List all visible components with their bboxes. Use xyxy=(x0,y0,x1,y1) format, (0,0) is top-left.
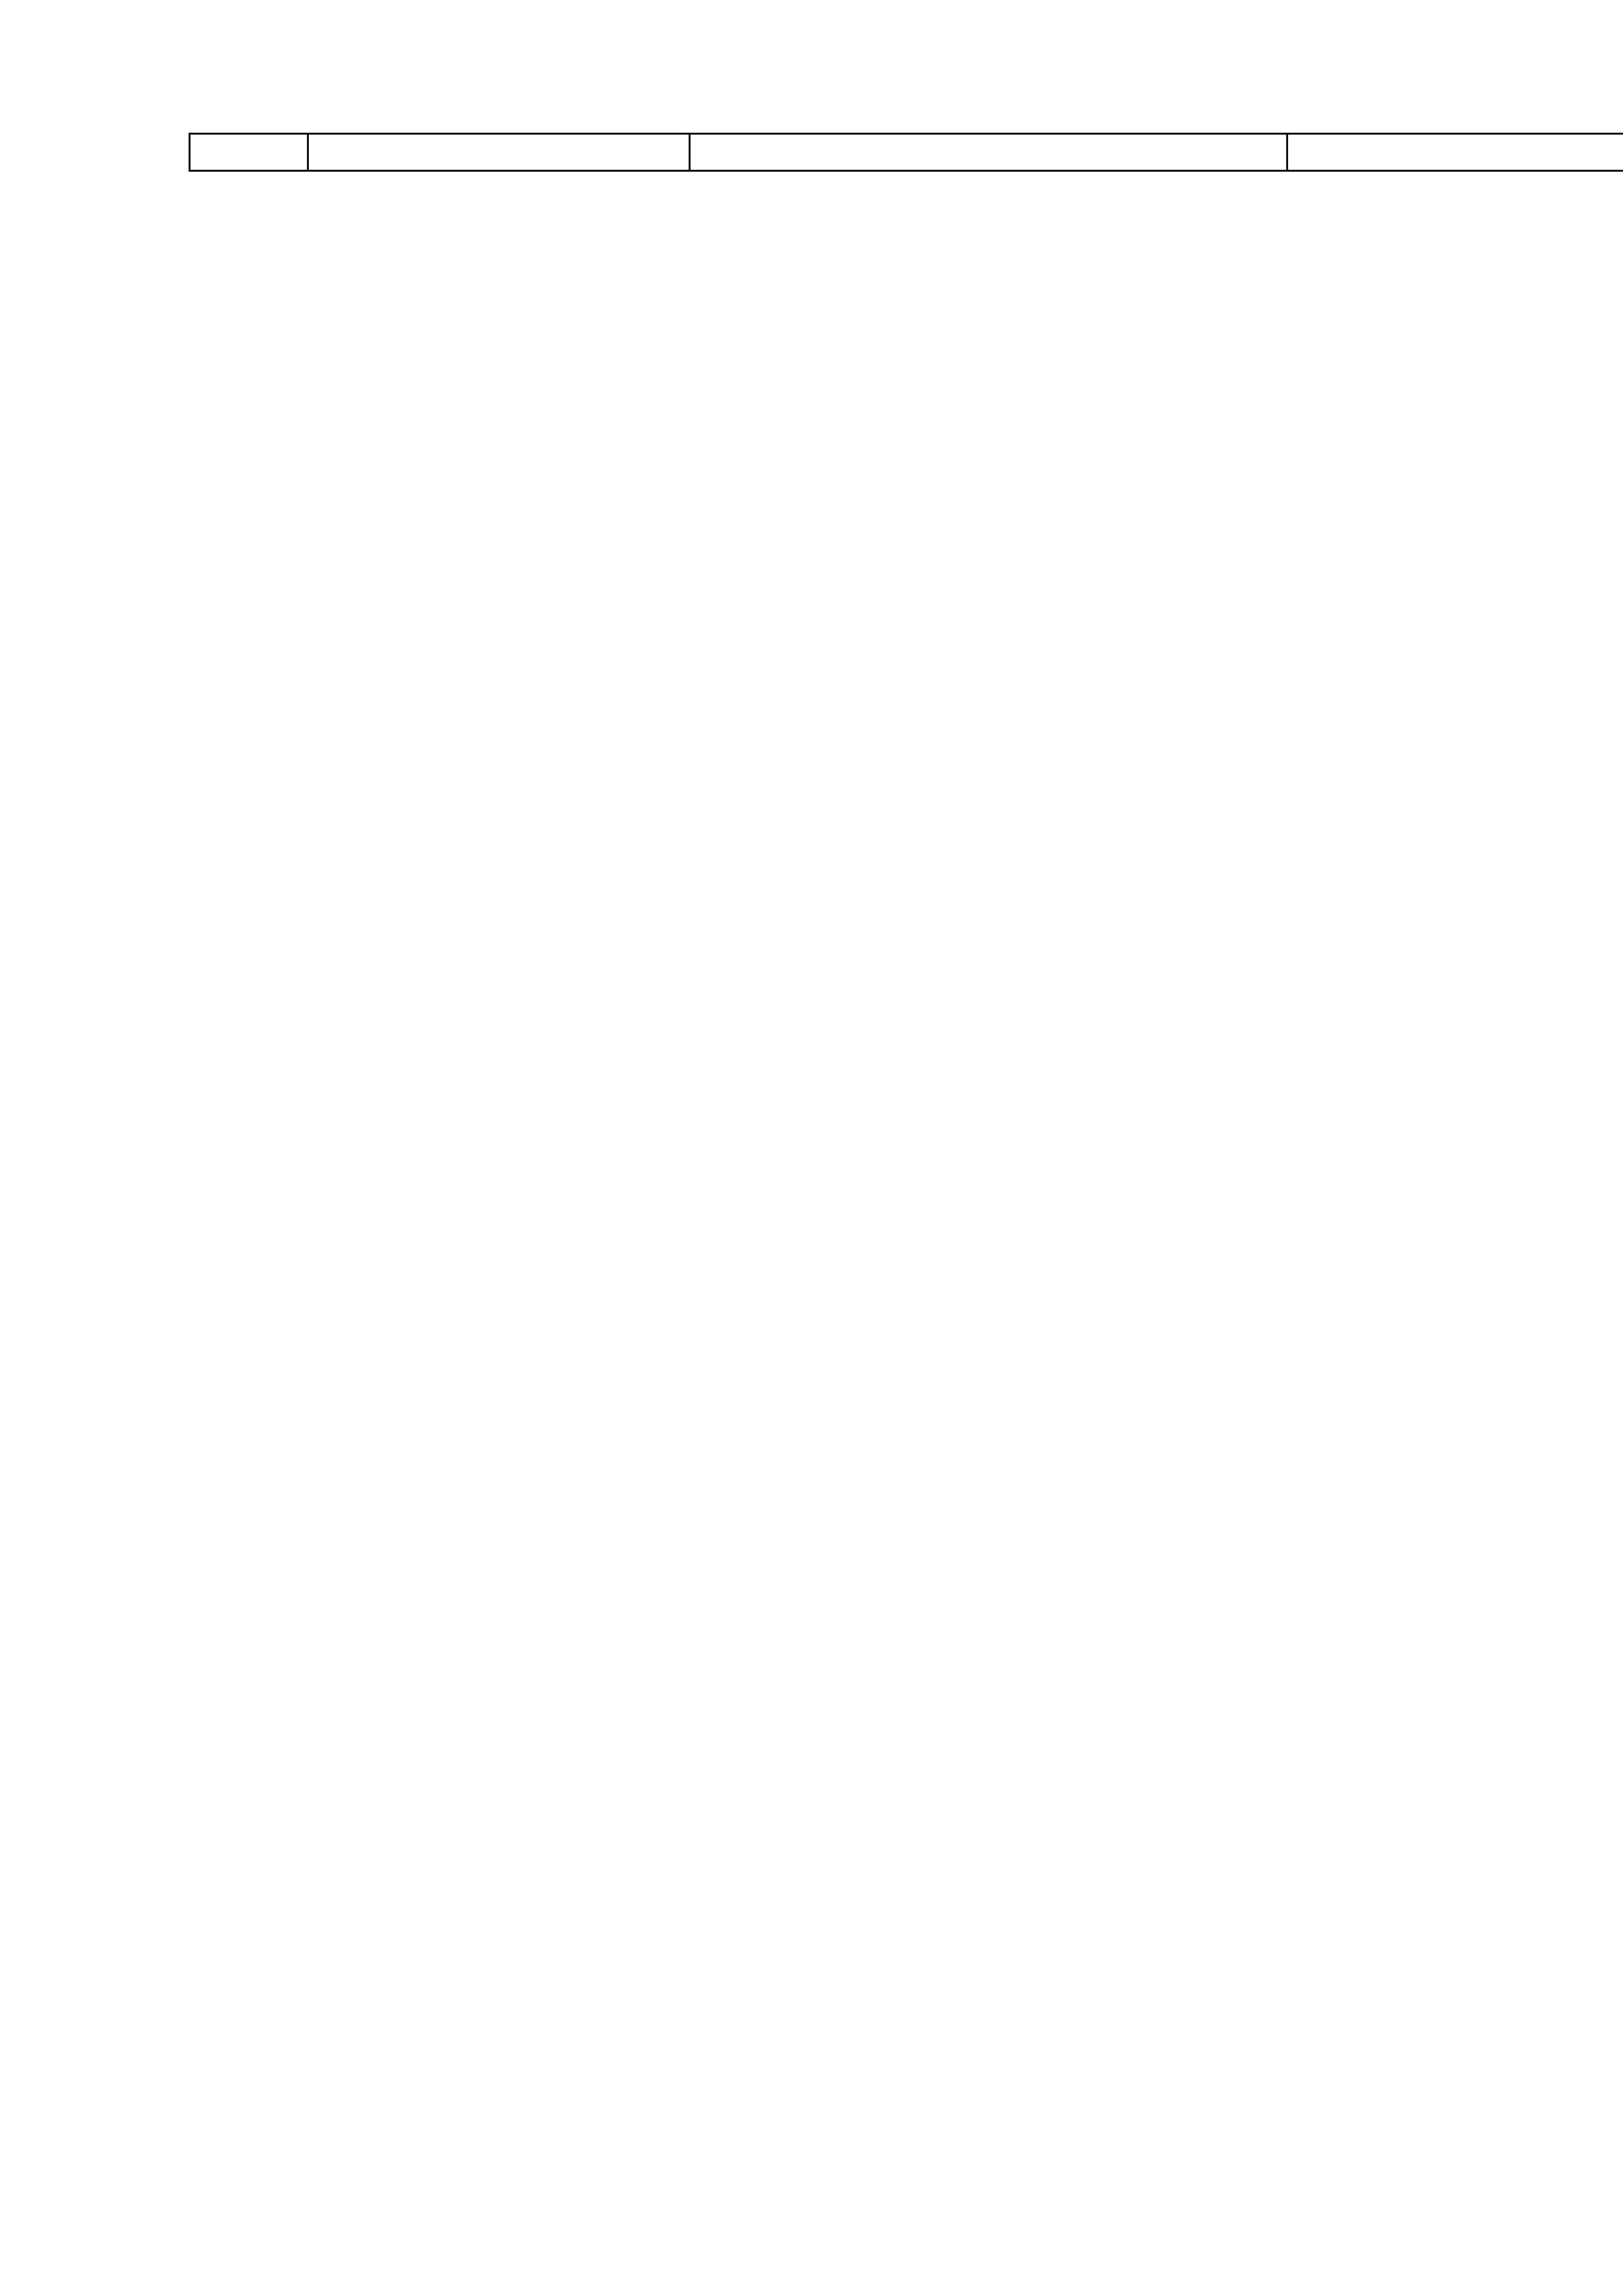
column-header-1 xyxy=(191,135,309,170)
column-header-4 xyxy=(1288,135,1623,170)
column-header-row xyxy=(189,133,1623,172)
column-header-3 xyxy=(691,135,1288,170)
column-header-2 xyxy=(309,135,691,170)
